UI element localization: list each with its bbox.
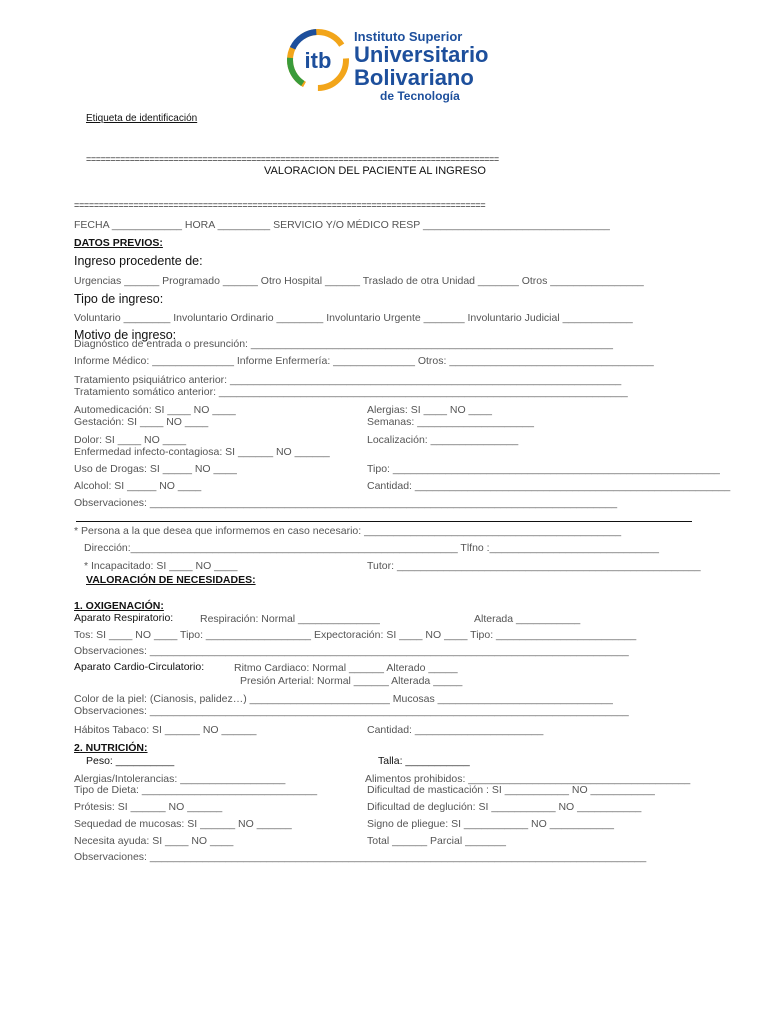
necesita-ayuda-line: Necesita ayuda: SI ____ NO ____ xyxy=(74,835,234,847)
logo-line3: Bolivariano xyxy=(354,65,474,90)
observaciones-4-line: Observaciones: _____________________________________________________________________________________ xyxy=(74,851,647,863)
nutricion-heading: 2. NUTRICIÓN: xyxy=(74,742,148,754)
alergias-intolerancias-line: Alergias/Intolerancias: __________________ xyxy=(74,773,286,785)
automedicacion-line: Automedicación: SI ____ NO ____ xyxy=(74,404,236,416)
section-divider xyxy=(76,521,692,522)
respiracion-line: Respiración: Normal ______________ xyxy=(200,613,380,625)
dificultad-masticacion-line: Dificultad de masticación : SI ___________ NO ___________ xyxy=(367,784,655,796)
signo-pliegue-line: Signo de pliegue: SI ___________ NO ___________ xyxy=(367,818,614,830)
tos-line: Tos: SI ____ NO ____ Tipo: __________________ Expectoración: SI ____ NO ____ Tipo: ________________________ xyxy=(74,629,637,641)
total-parcial-line: Total ______ Parcial _______ xyxy=(367,835,506,847)
color-piel-line: Color de la piel: (Cianosis, palidez…) ________________________ Mucosas ______________________________ xyxy=(74,693,613,705)
tutor-line: Tutor: ____________________________________________________ xyxy=(367,560,701,572)
informe-line: Informe Médico: ______________ Informe Enfermería: ______________ Otros: ___________________________________ xyxy=(74,355,654,367)
incapacitado-line: * Incapacitado: SI ____ NO ____ xyxy=(84,560,238,572)
separator-bottom: =================================================================================== xyxy=(74,200,486,210)
tipo-dieta-line: Tipo de Dieta: ______________________________ xyxy=(74,784,318,796)
datos-previos-heading: DATOS PREVIOS: xyxy=(74,237,163,249)
institute-logo xyxy=(286,24,496,116)
diagnostico-line: Diagnóstico de entrada o presunción: ______________________________________________________________ xyxy=(74,338,613,350)
aparato-cardio-label: Aparato Cardio-Circulatorio: xyxy=(74,661,205,673)
alterada-line: Alterada ___________ xyxy=(474,613,581,625)
persona-contacto-line: * Persona a la que desea que informemos en caso necesario: ____________________________________________ xyxy=(74,525,622,537)
observaciones-3-line: Observaciones: __________________________________________________________________________________ xyxy=(74,705,629,717)
ingreso-options: Urgencias ______ Programado ______ Otro Hospital ______ Traslado de otra Unidad _______ Otros ________________ xyxy=(74,275,644,287)
etiqueta-label: Etiqueta de identificación xyxy=(86,113,198,124)
alergias-line: Alergias: SI ____ NO ____ xyxy=(367,404,492,416)
motivo-ingreso-label: Motivo de ingreso: xyxy=(74,328,177,342)
observaciones-1-line: Observaciones: ________________________________________________________________________________ xyxy=(74,497,618,509)
presion-arterial-line: Presión Arterial: Normal ______ Alterada _____ xyxy=(240,675,463,687)
dificultad-deglucion-line: Dificultad de deglución: SI ___________ NO ___________ xyxy=(367,801,642,813)
peso-line: Peso: __________ xyxy=(86,755,175,767)
observaciones-2-line: Observaciones: __________________________________________________________________________________ xyxy=(74,645,629,657)
valoracion-heading: VALORACIÓN DE NECESIDADES: xyxy=(86,574,256,586)
tratamiento-psiquiatrico-line: Tratamiento psiquiátrico anterior: ___________________________________________________________________ xyxy=(74,374,622,386)
localizacion-line: Localización: _______________ xyxy=(367,434,519,446)
logo-line4: de Tecnología xyxy=(380,89,460,103)
tipo-ingreso-label: Tipo de ingreso: xyxy=(74,292,164,306)
semanas-line: Semanas: ____________________ xyxy=(367,416,534,428)
direccion-line: Dirección:________________________________________________________ Tlfno :_____________________________ xyxy=(84,542,659,554)
talla-line: Talla: ___________ xyxy=(378,755,470,767)
itb-logo-icon xyxy=(286,28,350,92)
form-title: VALORACION DEL PACIENTE AL INGRESO xyxy=(264,165,486,177)
gestacion-line: Gestación: SI ____ NO ____ xyxy=(74,416,209,428)
tipo-droga-line: Tipo: ________________________________________________________ xyxy=(367,463,720,475)
habitos-tabaco-line: Hábitos Tabaco: SI ______ NO ______ xyxy=(74,724,257,736)
logo-text xyxy=(354,28,489,102)
protesis-line: Prótesis: SI ______ NO ______ xyxy=(74,801,223,813)
ingreso-procedente-label: Ingreso procedente de: xyxy=(74,254,203,268)
cantidad-alcohol-line: Cantidad: ______________________________________________________ xyxy=(367,480,731,492)
dolor-line: Dolor: SI ____ NO ____ xyxy=(74,434,187,446)
logo-mark: itb xyxy=(304,48,332,73)
alcohol-line: Alcohol: SI _____ NO ____ xyxy=(74,480,202,492)
separator-top: ===================================================================================== xyxy=(86,154,499,164)
sequedad-mucosas-line: Sequedad de mucosas: SI ______ NO ______ xyxy=(74,818,292,830)
fecha-hora-servicio-line: FECHA ____________ HORA _________ SERVICIO Y/O MÉDICO RESP ________________________________ xyxy=(74,219,610,231)
tipo-ingreso-options: Voluntario ________ Involuntario Ordinario ________ Involuntario Urgente _______ Involuntario Judicial ____________ xyxy=(74,312,633,324)
tratamiento-somatico-line: Tratamiento somático anterior: ______________________________________________________________________ xyxy=(74,386,628,398)
alimentos-prohibidos-line: Alimentos prohibidos: ______________________________________ xyxy=(365,773,691,785)
oxigenacion-heading: 1. OXIGENACIÓN: xyxy=(74,600,164,612)
logo-line2: Universitario xyxy=(354,42,489,67)
drogas-line: Uso de Drogas: SI _____ NO ____ xyxy=(74,463,237,475)
ritmo-cardiaco-line: Ritmo Cardiaco: Normal ______ Alterado _____ xyxy=(234,662,458,674)
enfermedad-line: Enfermedad infecto-contagiosa: SI ______ NO ______ xyxy=(74,446,330,458)
aparato-respiratorio-label: Aparato Respiratorio: xyxy=(74,612,174,624)
logo-line1: Instituto Superior xyxy=(354,29,463,44)
cantidad-tabaco-line: Cantidad: ______________________ xyxy=(367,724,544,736)
